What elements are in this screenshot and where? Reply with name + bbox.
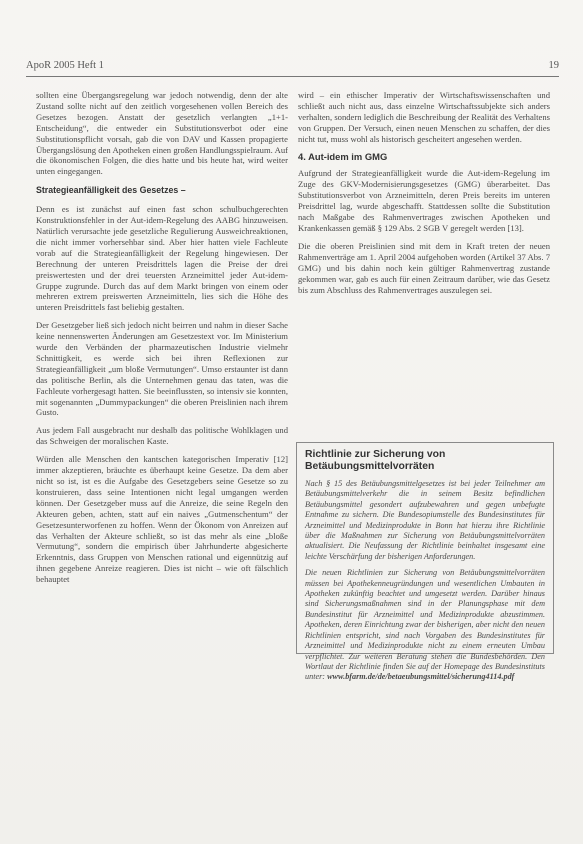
body-paragraph: Der Gesetzgeber ließ sich jedoch nicht beirren und nahm in dieser Sache keine nennenswerten Änderungen am Gesetzestext vor. Im Ministerium wurde den Verbänden der pharmazeutischen Industrie vielmehr Schnittigkeit, es werde sich bei ihren Reflexionen zur Strategieanfälligkeit „um bloße Vermutungen“. Umso erstaunter ist dann das politische Berlin, als die Unternehmen genau das taten, was die Fachleute vorhergesagt hatten. Sie beeinflussten, so intensiv sie konnten, mit sogenannten „Dummypackungen“ die oberen Preislinien nach ihrem Gusto.	[36, 320, 288, 418]
left-column	[36, 90, 288, 592]
body-paragraph: sollten eine Übergangsregelung war jedoch notwendig, denn der alte Zustand sollte nicht auf den zeitlich vorgesehenen vollen Bereich des Gesetzes bezogen. Anstatt der gesetzlich verlangten „1+1-Entscheidung“, die entweder ein Substitutionsverbot oder eine Substitutionspflicht vorsah, gab die von DAV und Kassen propagierte Übergangslösung den Apotheken einen großen Handlungsspielraum. Auf die ökonomischen Folgen, die dies hatte und bis heute hat, wird weiter unten eingegangen.	[36, 90, 288, 177]
right-column	[298, 90, 550, 302]
journal-reference: ApoR 2005 Heft 1	[26, 60, 104, 71]
info-box	[296, 442, 554, 682]
info-box-url: www.bfarm.de/de/betaeubungsmittel/sicherung4114.pdf	[327, 672, 515, 682]
section-heading: 4. Aut-idem im GMG	[298, 150, 388, 162]
body-paragraph: Würden alle Menschen den kantschen kategorischen Imperativ [12] immer akzeptieren, bräuchte es überhaupt keine Gesetze. Da dem aber nicht so ist, ist es die Aufgabe des Gesetzgebers seine Gesetze so zu konstruieren, dass seine Intentionen nicht legal umgangen werden können. Der Gesetzgeber muss auf die Anreize, die seine Regeln den Akteuren geben, achten, statt auf ein naives „Gutmenschentum“ der Gesetzesunterworfenen zu hoffen. Wenn der Ökonom von Anreizen auf das Verhalten der Akteure schließt, so ist das mehr als eine „bloße Vermutung“, sondern die empirisch über Jahrhunderte abgesicherte Erkenntnis, dass Gruppen von Menschen rational und eigennützig auf ihnen gegebene Anreize reagieren. Dies ist nicht – wie oft fälschlich behauptet	[36, 454, 288, 585]
info-box-paragraph	[305, 568, 545, 682]
page-number: 19	[548, 60, 559, 71]
body-paragraph: Denn es ist zunächst auf einen fast schon schulbuchgerechten Konstruktionsfehler in der Aut-idem-Regelung des AABG hinzuweisen. Natürlich verursachte jede gesetzliche Regulierung Ausweichreaktionen, die nicht immer vorhersehbar sind. Aber hier hatten viele Fachleute vorab auf die Strategieanfälligkeit der Regelung hingewiesen. Der Berechnung der unteren Preisdrittels lagen die Preise der drei preiswertesten und der drei teuersten Arzneimittel jeder Aut-idem-Gruppe zugrunde. Durch das auf dem Markt bringen von einem oder mehreren extrem preiswerten Arzneimitteln, lies sich die Höhe des unteren Preisdrittels fast beliebig gestalten.	[36, 204, 288, 313]
info-box-text: Die neuen Richtlinien zur Sicherung von Betäubungsmittelvorräten müssen bei Apothekenneugründungen und wesentlichen Umbauten in Apotheken zukünftig beachtet und umgesetzt werden. Darüber hinaus sind Sicherungsmaßnahmen sind in der Planungsphase mit dem Bundesinstitut für Arzneimittel und Medizinprodukte abzustimmen. Apotheken, deren Einrichtung zwar der bisherigen, aber nicht den neuen Richtlinien entspricht, sind nach Vorgaben des Bundesinstitutes für Arzneimittel und Medizinprodukte nicht zu einem erneuten Umbau verpflichtet. Zur weiteren Beratung stehen die Bundesbehörden. Den Wortlaut der Richtlinie finden Sie auf der Homepage des Bundesinstituts unter:	[305, 568, 545, 682]
body-paragraph: Aus jedem Fall ausgebracht nur deshalb das politische Wohlklagen und das Schweigen der moralischen Kaste.	[36, 425, 288, 447]
body-paragraph: wird – ein ethischer Imperativ der Wirtschaftswissenschaften und schließt auch nicht aus, dass einzelne Wirtschaftssubjekte sich anders verhalten, sondern lediglich die Beschreibung der Realität des Verhaltens von Gruppen. Der Versuch, einen neuen Menschen zu schaffen, der dies nicht tut, muss wohl als historisch gescheitert angesehen werden.	[298, 90, 550, 144]
running-head	[26, 60, 559, 74]
info-box-title: Richtlinie zur Sicherung von Betäubungsmittelvorräten	[305, 449, 446, 472]
body-paragraph: Aufgrund der Strategieanfälligkeit wurde die Aut-idem-Regelung im Zuge des GKV-Modernisierungsgesetzes (GMG) überarbeitet. Das Substitutionsverbot von Arzneimitteln, deren Preis bereits im unteren Preisdrittel lag, wurde abgeschafft. Stattdessen sollte die Substitution nach Maßgabe des Rahmenvertrages zwischen Apotheken und Krankenkassen gemäß § 129 Abs. 2 SGB V geregelt werden [13].	[298, 168, 550, 233]
subheading-strategy: Strategieanfälligkeit des Gesetzes –	[36, 185, 186, 196]
body-paragraph: Die die oberen Preislinien sind mit dem in Kraft treten der neuen Rahmenverträge am 1. April 2004 aufgehoben worden (Artikel 37 Abs. 7 GMG) und bis dahin noch kein gültiger Rahmenvertrag zustande gekommen war, gab es auch für einen Zeitraum darüber, wie das Gesetz bis zum Abschluss des Rahmenvertrages auszulegen sei.	[298, 240, 550, 295]
info-box-paragraph: Nach § 15 des Betäubungsmittelgesetzes ist bei jeder Teilnehmer am Betäubungsmittelverkehr die in seinem Besitz befindlichen Betäubungsmittel gesondert aufzubewahren und gegen unbefugte Entnahme zu sichern. Die Bundesopiumstelle des Bundesinstitutes für Arzneimittel und Medizinprodukte in Bonn hat hierzu ihre Richtlinie über die Maßnahmen zur Sicherung von Betäubungsmittelvorräten aktualisiert. Die Neufassung der Richtlinie beinhaltet insgesamt eine leichte Verschärfung der bisherigen Anforderungen.	[305, 479, 545, 561]
header-rule	[26, 76, 559, 77]
